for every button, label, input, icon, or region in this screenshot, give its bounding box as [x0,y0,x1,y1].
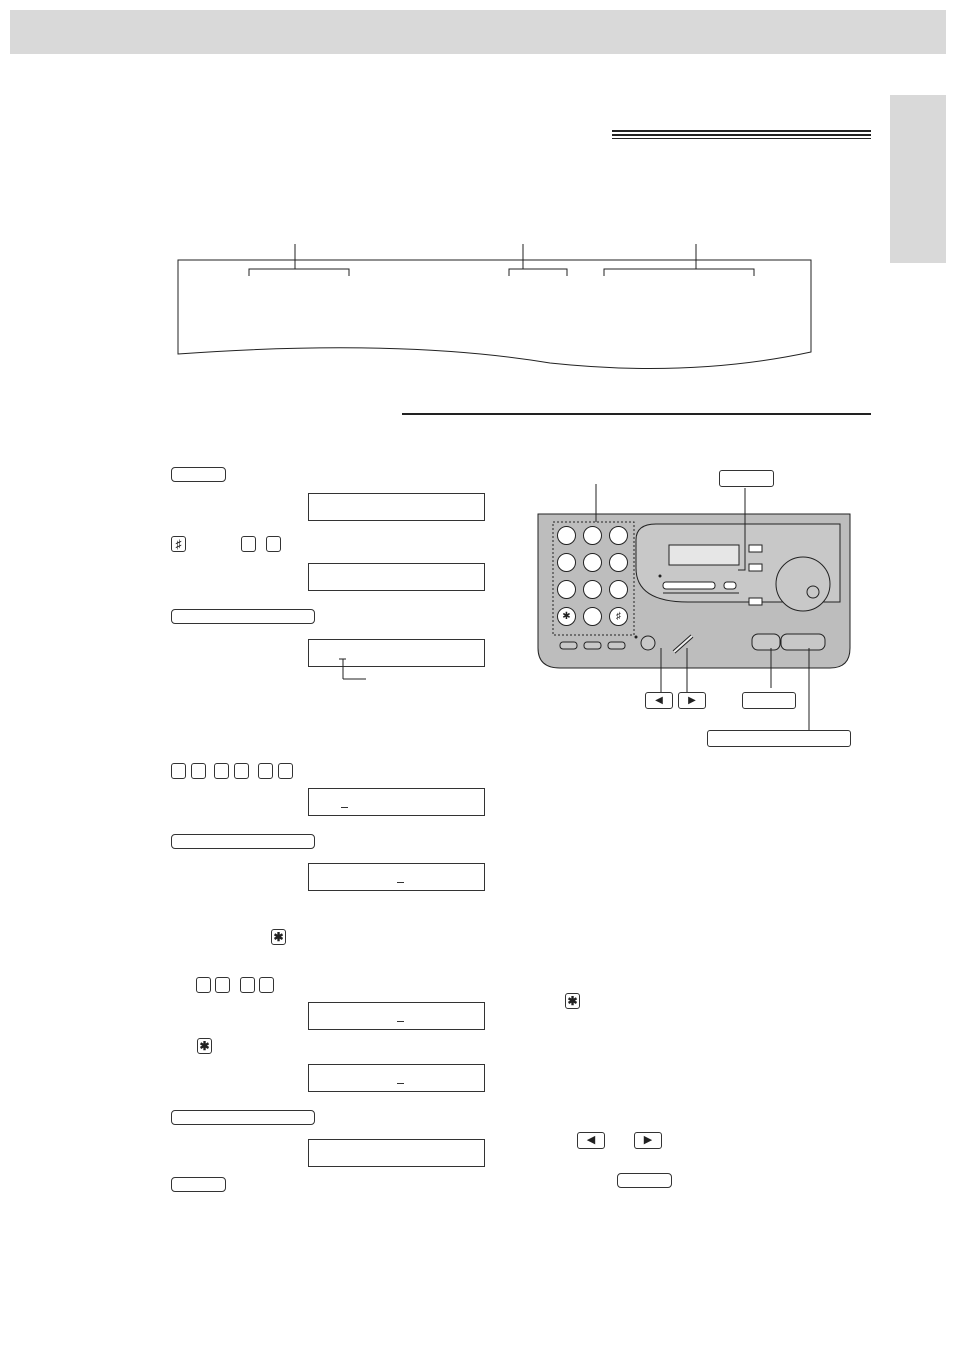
menu-key-label [719,470,774,487]
page-header-bar [10,10,946,54]
digit-key-4[interactable] [234,763,249,779]
display-step-2 [308,563,485,591]
display-cursor [397,1021,404,1022]
stop-key-label [742,692,796,709]
digit-key-f[interactable] [259,977,274,993]
digit-key-a[interactable] [241,536,256,552]
digit-key-e[interactable] [240,977,255,993]
display-cursor [341,807,348,808]
title-rule-middle [612,134,871,136]
digit-key-d[interactable] [215,977,230,993]
display-step-3 [308,639,485,667]
title-rule-bottom [612,138,871,139]
display-cursor [397,882,404,883]
menu-key [617,1173,672,1188]
asterisk-key[interactable]: ✱ [197,1038,212,1054]
display-step-7 [308,1064,485,1092]
digit-key-1[interactable] [171,763,186,779]
left-arrow-key-label: ◀ [645,692,673,709]
menu-key[interactable] [171,467,226,482]
title-rule-top [612,130,871,132]
display-step-8 [308,1139,485,1167]
keypad-key-hash[interactable]: ♯ [609,607,628,626]
set-key[interactable] [171,834,315,849]
keypad-key-asterisk[interactable]: ✱ [557,607,576,626]
display-step-6 [308,1002,485,1030]
right-arrow-key-label: ▶ [678,692,706,709]
section-rule [402,413,871,415]
cursor-callout [338,657,368,683]
right-arrow-key: ▶ [634,1132,662,1149]
left-arrow-key: ◀ [577,1132,605,1149]
display-step-4 [308,788,485,816]
set-key[interactable] [171,1110,315,1125]
display-step-1 [308,493,485,521]
digit-key-2[interactable] [191,763,206,779]
digit-key-c[interactable] [196,977,211,993]
asterisk-key[interactable]: ✱ [271,929,286,945]
set-key-label [707,730,851,747]
digit-key-3[interactable] [214,763,229,779]
section-side-tab [890,95,946,263]
set-key[interactable] [171,609,315,624]
digit-key-5[interactable] [258,763,273,779]
hash-key[interactable]: ♯ [171,536,186,552]
display-step-5 [308,863,485,891]
fax-header-sample-illustration [170,238,820,378]
display-cursor [397,1083,404,1084]
asterisk-key: ✱ [565,993,580,1009]
digit-key-6[interactable] [278,763,293,779]
digit-key-b[interactable] [266,536,281,552]
device-callout-lines [560,470,860,750]
menu-key[interactable] [171,1177,226,1192]
